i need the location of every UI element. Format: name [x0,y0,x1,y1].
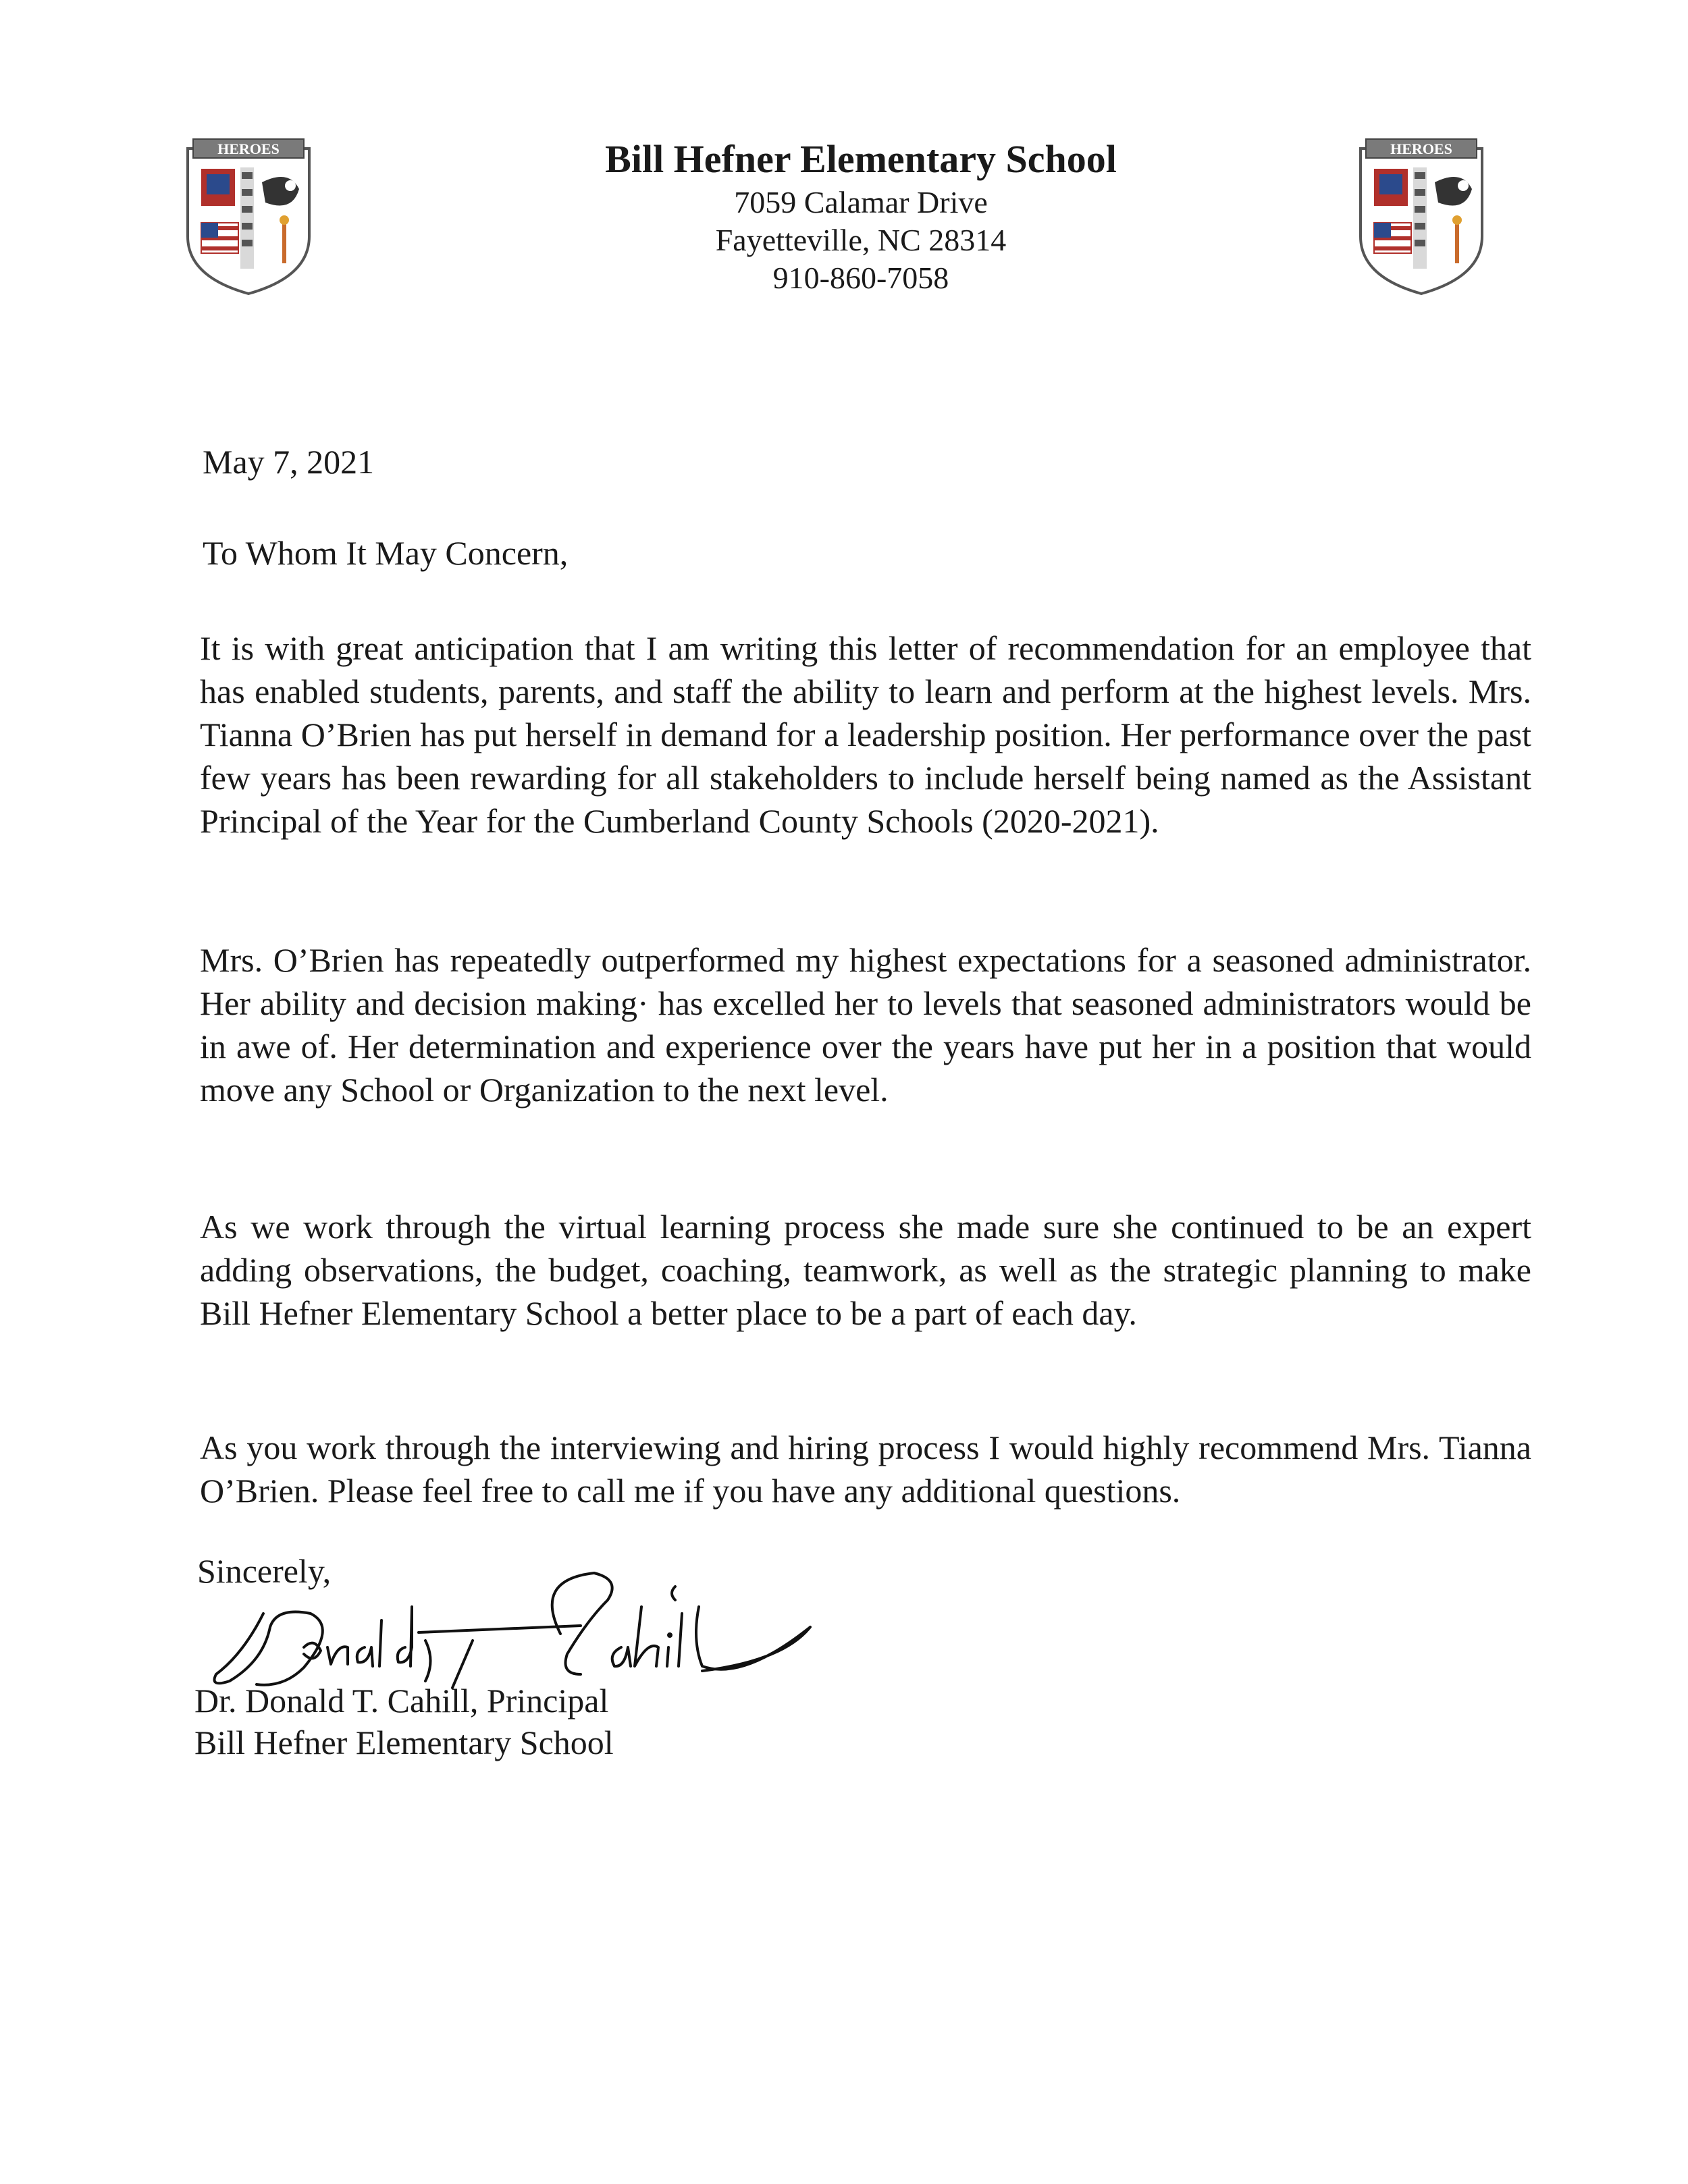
school-name: Bill Hefner Elementary School [605,137,1117,181]
signer-name: Dr. Donald T. Cahill, Principal [194,1682,609,1720]
svg-text:HEROES: HEROES [217,140,280,157]
school-crest-logo-right [1354,135,1489,297]
letterhead [473,135,1249,297]
school-crest-logo-left [181,135,316,297]
letter-date: May 7, 2021 [203,443,375,481]
school-street: 7059 Calamar Drive [734,185,988,219]
body-paragraph-2: Mrs. O’Brien has repeatedly outperformed my highest expectations for a seasoned administrator. Her ability and decision making· has excelled her to levels that seasoned administrators would be in awe of. Her determination and experience over the years have put her in a position that would move any School or Organization to the next level. [200,941,1531,1109]
closing: Sincerely, [197,1552,332,1590]
body-paragraph-4: As you work through the interviewing and hiring process I would highly recommend Mrs. Tianna O’Brien. Please feel free to call me if you have any additional questions. [200,1429,1531,1510]
body-paragraph-1: It is with great anticipation that I am writing this letter of recommendation for an employee that has enabled students, parents, and staff the ability to learn and perform at the highest levels. Mrs. Tianna O’Brien has put herself in demand for a leadership position. Her performance over the past few years has been rewarding for all stakeholders to include herself being named as the Assistant Principal of the Year for the Cumberland County Schools (2020-2021). [200,629,1531,840]
svg-text:HEROES: HEROES [1390,140,1452,157]
school-phone: 910-860-7058 [772,261,949,295]
body-paragraph-3: As we work through the virtual learning process she made sure she continued to be an expert adding observations, the budget, coaching, teamwork, as well as the strategic planning to make Bill Hefner Elementary School a better place to be a part of each day. [200,1208,1531,1332]
signer-school: Bill Hefner Elementary School [194,1724,614,1761]
school-city-state-zip: Fayetteville, NC 28314 [715,223,1007,257]
salutation: To Whom It May Concern, [203,534,569,572]
